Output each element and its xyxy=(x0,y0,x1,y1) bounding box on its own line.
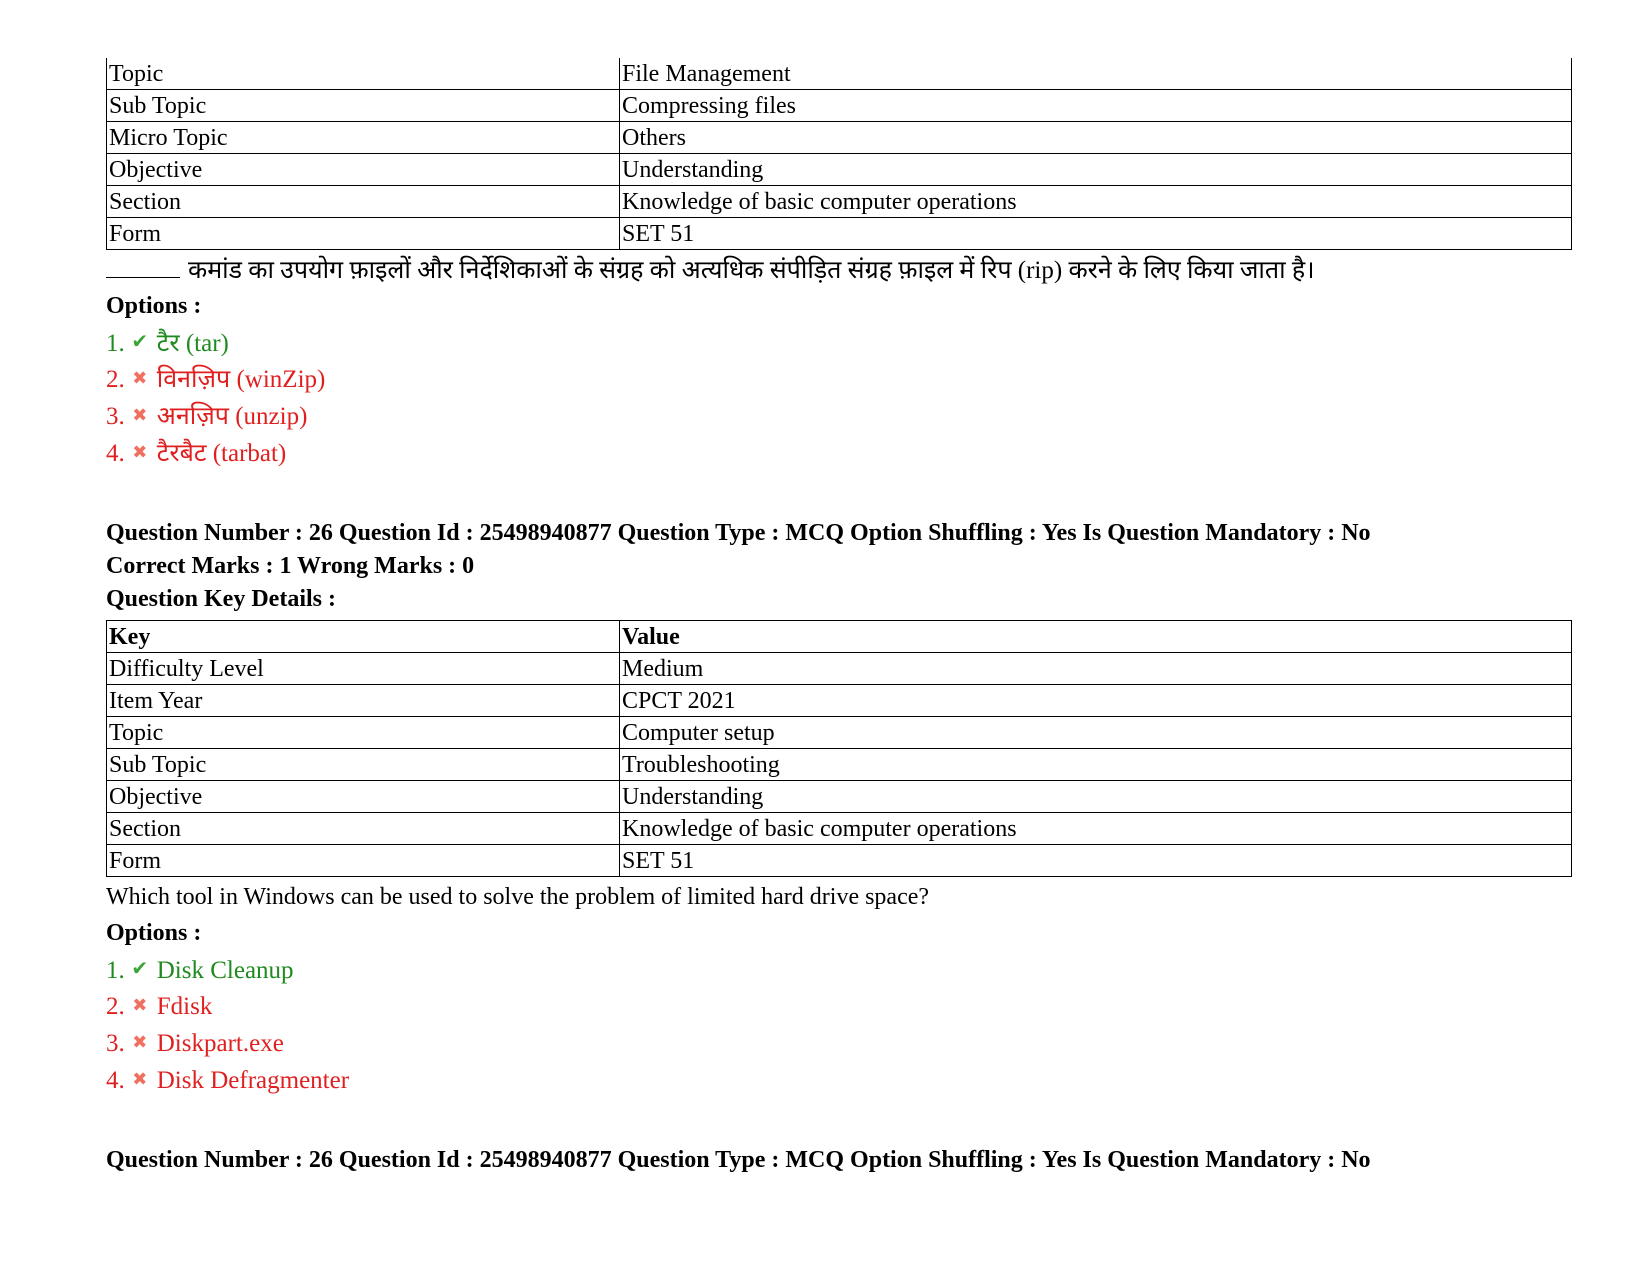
option-item xyxy=(106,360,1572,397)
table-row xyxy=(107,154,1572,186)
row-value: Compressing files xyxy=(620,90,1572,122)
option-number: 2. xyxy=(106,993,125,1020)
cross-icon: ✖ xyxy=(132,368,148,389)
fill-in-blank xyxy=(106,255,180,278)
option-text: विनज़िप (winZip) xyxy=(156,366,326,393)
option-item xyxy=(106,950,1572,987)
row-value: Troubleshooting xyxy=(620,749,1572,781)
question-meta-line: Question Number : 26 Question Id : 25498940877 Question Type : MCQ Option Shuffling : Yes Is Question Mandatory : No xyxy=(106,520,1371,546)
option-number: 3. xyxy=(106,403,125,430)
option-item xyxy=(106,987,1572,1024)
marks-line: Correct Marks : 1 Wrong Marks : 0 xyxy=(106,553,475,579)
cross-icon: ✖ xyxy=(132,995,148,1016)
question-text-body: कमांड का उपयोग फ़ाइलों और निर्देशिकाओं के संग्रह को अत्यधिक संपीड़ित संग्रह फ़ाइल में रिप (rip) करने के लिए किया जाता है। xyxy=(188,257,1315,284)
table-row xyxy=(107,218,1572,250)
row-value: SET 51 xyxy=(620,218,1572,250)
question-meta-line: Question Number : 26 Question Id : 25498940877 Question Type : MCQ Option Shuffling : Yes Is Question Mandatory : No xyxy=(106,1147,1371,1173)
question-text: Which tool in Windows can be used to solve the problem of limited hard drive space? xyxy=(106,884,930,910)
option-text: अनज़िप (unzip) xyxy=(156,403,308,430)
row-value: CPCT 2021 xyxy=(620,685,1572,717)
row-value: SET 51 xyxy=(620,845,1572,877)
table-row xyxy=(107,717,1572,749)
table-row xyxy=(107,781,1572,813)
header-value: Value xyxy=(620,621,1572,653)
question-text xyxy=(106,254,1572,287)
row-key: Difficulty Level xyxy=(107,653,620,685)
option-number: 1. xyxy=(106,957,125,984)
row-value: Others xyxy=(620,122,1572,154)
row-key: Section xyxy=(107,186,620,218)
option-text: Diskpart.exe xyxy=(156,1030,284,1057)
document-page xyxy=(106,58,1572,1177)
option-number: 4. xyxy=(106,1067,125,1094)
row-key: Form xyxy=(107,845,620,877)
row-key: Sub Topic xyxy=(107,749,620,781)
table-row xyxy=(107,58,1572,90)
cross-icon: ✖ xyxy=(132,1069,148,1090)
question-key-details-table xyxy=(106,620,1572,877)
option-text: टैरबैट (tarbat) xyxy=(156,440,287,467)
option-number: 3. xyxy=(106,1030,125,1057)
options-list xyxy=(106,323,1572,471)
row-value: File Management xyxy=(620,58,1572,90)
option-item xyxy=(106,434,1572,471)
table-row xyxy=(107,845,1572,877)
options-list xyxy=(106,950,1572,1098)
cross-icon: ✖ xyxy=(132,442,148,463)
option-text: टैर (tar) xyxy=(156,330,229,357)
row-key: Form xyxy=(107,218,620,250)
option-text: Disk Cleanup xyxy=(156,957,294,984)
option-text: Fdisk xyxy=(156,993,213,1020)
cross-icon: ✖ xyxy=(132,405,148,426)
key-details-label: Question Key Details : xyxy=(106,586,336,612)
row-value: Computer setup xyxy=(620,717,1572,749)
table-row xyxy=(107,186,1572,218)
option-item xyxy=(106,1061,1572,1098)
header-key: Key xyxy=(107,621,620,653)
table-row xyxy=(107,90,1572,122)
row-value: Understanding xyxy=(620,781,1572,813)
option-item xyxy=(106,397,1572,434)
option-number: 1. xyxy=(106,330,125,357)
row-value: Understanding xyxy=(620,154,1572,186)
row-value: Knowledge of basic computer operations xyxy=(620,813,1572,845)
cross-icon: ✖ xyxy=(132,1032,148,1053)
row-key: Item Year xyxy=(107,685,620,717)
check-icon: ✔ xyxy=(131,329,149,353)
option-text: Disk Defragmenter xyxy=(156,1067,350,1094)
row-key: Micro Topic xyxy=(107,122,620,154)
check-icon: ✔ xyxy=(131,956,149,980)
option-number: 2. xyxy=(106,366,125,393)
table-header-row xyxy=(107,621,1572,653)
options-label: Options : xyxy=(106,293,202,319)
table-row xyxy=(107,749,1572,781)
row-key: Sub Topic xyxy=(107,90,620,122)
option-item xyxy=(106,1024,1572,1061)
row-key: Section xyxy=(107,813,620,845)
table-row xyxy=(107,653,1572,685)
table-row xyxy=(107,685,1572,717)
table-row xyxy=(107,122,1572,154)
table-row xyxy=(107,813,1572,845)
option-item xyxy=(106,323,1572,360)
previous-question-key-details-table xyxy=(106,58,1572,250)
row-key: Objective xyxy=(107,154,620,186)
row-value: Knowledge of basic computer operations xyxy=(620,186,1572,218)
row-key: Topic xyxy=(107,717,620,749)
option-number: 4. xyxy=(106,440,125,467)
row-value: Medium xyxy=(620,653,1572,685)
row-key: Objective xyxy=(107,781,620,813)
row-key: Topic xyxy=(107,58,620,90)
options-label: Options : xyxy=(106,920,202,946)
